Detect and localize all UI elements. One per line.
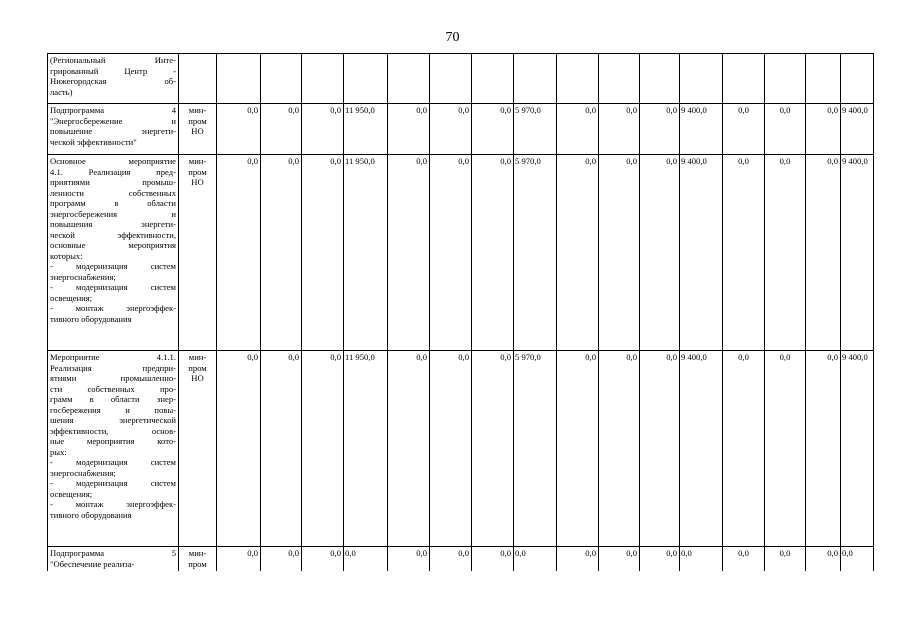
value-cell: 0,0: [302, 155, 344, 351]
value-cell: 0,0: [302, 547, 344, 572]
row-name-line: ятиями промышленно-: [50, 373, 176, 383]
value-cell: 0,0: [261, 351, 302, 547]
row-name-line: Подпрограмма 5: [50, 548, 176, 558]
row-name-line: - монтаж энергоэффек-: [50, 499, 176, 509]
value-cell: 11 950,0: [344, 155, 388, 351]
value-cell: [261, 54, 302, 104]
value-cell: 11 950,0: [344, 104, 388, 155]
value-cell: [388, 54, 430, 104]
value-cell: 0,0: [723, 104, 765, 155]
row-name-line: программ в области: [50, 198, 176, 208]
value-cell: 0,0: [217, 351, 261, 547]
row-name-line: освещения;: [50, 292, 93, 303]
value-cell: [557, 54, 599, 104]
table-row: [48, 155, 874, 351]
value-cell: 0,0: [261, 155, 302, 351]
row-name-line: Реализация предпри-: [50, 362, 176, 373]
executor-line: мин-: [188, 105, 207, 115]
row-name-line: (Региональный Инте-: [50, 55, 176, 65]
value-cell: 0,0: [388, 547, 430, 572]
value-cell: [640, 54, 680, 104]
value-cell: 0,0: [302, 351, 344, 547]
value-cell: 0,0: [806, 155, 841, 351]
executor-line: пром: [188, 115, 207, 126]
value-cell: [841, 54, 874, 104]
row-name-line: повышение энергети-: [50, 126, 176, 136]
executor-line: пром: [188, 558, 207, 569]
row-name-line: "Энергосбережение и: [50, 115, 176, 126]
value-cell: 9 400,0: [680, 104, 723, 155]
row-name-cell: [48, 54, 179, 104]
value-cell: 0,0: [557, 104, 599, 155]
value-cell: [806, 54, 841, 104]
value-cell: 0,0: [472, 547, 514, 572]
row-name-line: освещения;: [50, 488, 93, 499]
value-cell: 0,0: [302, 104, 344, 155]
row-name-line: энергосбережения и: [50, 208, 176, 219]
row-name-line: - модернизация систем: [50, 457, 176, 467]
row-name-line: - модернизация систем: [50, 478, 176, 488]
row-name-line: сти собственных про-: [50, 383, 176, 394]
value-cell: 0,0: [430, 351, 472, 547]
value-cell: 5 970,0: [514, 104, 557, 155]
row-name-line: эффективности, основ-: [50, 425, 176, 436]
value-cell: 0,0: [640, 351, 680, 547]
value-cell: [723, 54, 765, 104]
value-cell: [599, 54, 640, 104]
value-cell: 0,0: [599, 104, 640, 155]
value-cell: 0,0: [806, 547, 841, 572]
row-name-line: тивного оборудования: [50, 509, 132, 520]
value-cell: 0,0: [557, 351, 599, 547]
row-name-line: ческой эффективности,: [50, 229, 176, 240]
row-name-line: Подпрограмма 4: [50, 105, 176, 115]
row-name-line: - монтаж энергоэффек-: [50, 303, 176, 313]
row-name-line: рых:: [50, 446, 67, 457]
executor-line: мин-: [188, 352, 207, 362]
executor-line: пром: [188, 166, 207, 177]
value-cell: 0,0: [388, 104, 430, 155]
table-row: [48, 547, 874, 572]
value-cell: 0,0: [388, 155, 430, 351]
row-name-line: грамм в области энер-: [50, 394, 176, 404]
value-cell: 0,0: [806, 104, 841, 155]
executor-line: пром: [188, 362, 207, 373]
value-cell: 0,0: [217, 104, 261, 155]
row-name-line: Мероприятие 4.1.1.: [50, 352, 176, 362]
value-cell: [680, 54, 723, 104]
row-name-line: - модернизация систем: [50, 282, 176, 292]
executor-cell: [179, 351, 217, 547]
executor-line: НО: [191, 177, 204, 187]
value-cell: 0,0: [599, 351, 640, 547]
value-cell: 0,0: [640, 155, 680, 351]
row-name-line: основные мероприятия: [50, 240, 176, 250]
value-cell: 0,0: [765, 351, 806, 547]
value-cell: 0,0: [557, 547, 599, 572]
value-cell: [430, 54, 472, 104]
value-cell: 5 970,0: [514, 155, 557, 351]
value-cell: 0,0: [430, 155, 472, 351]
row-name-line: ные мероприятия кото-: [50, 436, 176, 446]
value-cell: [344, 54, 388, 104]
value-cell: 0,0: [599, 155, 640, 351]
value-cell: 0,0: [640, 104, 680, 155]
row-name-line: ленности собственных: [50, 187, 176, 198]
value-cell: 0,0: [472, 155, 514, 351]
executor-cell: [179, 54, 217, 104]
row-name-cell: [48, 104, 179, 155]
row-name-cell: [48, 155, 179, 351]
row-name-line: грированный Центр -: [50, 65, 176, 76]
row-name-line: 4.1. Реализация пред-: [50, 166, 176, 177]
value-cell: 0,0: [217, 155, 261, 351]
budget-table: [47, 53, 874, 571]
value-cell: 9 400,0: [841, 351, 874, 547]
row-name-line: шения энергетической: [50, 415, 176, 425]
value-cell: 0,0: [514, 547, 557, 572]
executor-cell: [179, 104, 217, 155]
page-number: 70: [445, 30, 460, 45]
value-cell: 0,0: [806, 351, 841, 547]
value-cell: [472, 54, 514, 104]
value-cell: 0,0: [261, 547, 302, 572]
value-cell: 0,0: [472, 351, 514, 547]
value-cell: 9 400,0: [680, 351, 723, 547]
row-name-line: Основное мероприятие: [50, 156, 176, 166]
value-cell: 0,0: [680, 547, 723, 572]
row-name-line: приятиями промыш-: [50, 177, 176, 187]
row-name-line: - модернизация систем: [50, 261, 176, 271]
value-cell: 9 400,0: [841, 104, 874, 155]
value-cell: 9 400,0: [680, 155, 723, 351]
table-row: [48, 54, 874, 104]
row-name-line: Нижегородская об-: [50, 76, 176, 86]
value-cell: 0,0: [765, 547, 806, 572]
row-name-line: тивного оборудования: [50, 313, 132, 324]
row-name-cell: [48, 547, 179, 572]
value-cell: 0,0: [217, 547, 261, 572]
row-name-line: которых:: [50, 250, 83, 261]
value-cell: 0,0: [765, 155, 806, 351]
row-name-line: госбережения и повы-: [50, 404, 176, 415]
value-cell: 0,0: [261, 104, 302, 155]
value-cell: 0,0: [723, 547, 765, 572]
value-cell: 0,0: [430, 104, 472, 155]
value-cell: [302, 54, 344, 104]
executor-line: НО: [191, 373, 204, 383]
value-cell: 0,0: [640, 547, 680, 572]
value-cell: 9 400,0: [841, 155, 874, 351]
row-name-cell: [48, 351, 179, 547]
value-cell: 0,0: [430, 547, 472, 572]
value-cell: 0,0: [841, 547, 874, 572]
value-cell: 0,0: [723, 155, 765, 351]
value-cell: [514, 54, 557, 104]
executor-cell: [179, 155, 217, 351]
value-cell: 0,0: [388, 351, 430, 547]
value-cell: [765, 54, 806, 104]
row-name-line: энергоснабжения;: [50, 467, 116, 478]
value-cell: 0,0: [472, 104, 514, 155]
row-name-line: ласть): [50, 86, 73, 97]
row-name-line: повышения энергети-: [50, 219, 176, 229]
table-row: [48, 351, 874, 547]
executor-cell: [179, 547, 217, 572]
value-cell: 11 950,0: [344, 351, 388, 547]
value-cell: 0,0: [557, 155, 599, 351]
executor-line: мин-: [188, 156, 207, 166]
row-name-line: ческой эффективности": [50, 136, 137, 147]
value-cell: 0,0: [599, 547, 640, 572]
value-cell: [217, 54, 261, 104]
executor-line: НО: [191, 126, 204, 136]
value-cell: 0,0: [765, 104, 806, 155]
value-cell: 0,0: [344, 547, 388, 572]
row-name-line: энергоснабжения;: [50, 271, 116, 282]
executor-line: мин-: [188, 548, 207, 558]
value-cell: 0,0: [723, 351, 765, 547]
row-name-line: "Обеспечение реализа-: [50, 558, 135, 569]
table-row: [48, 104, 874, 155]
value-cell: 5 970,0: [514, 351, 557, 547]
